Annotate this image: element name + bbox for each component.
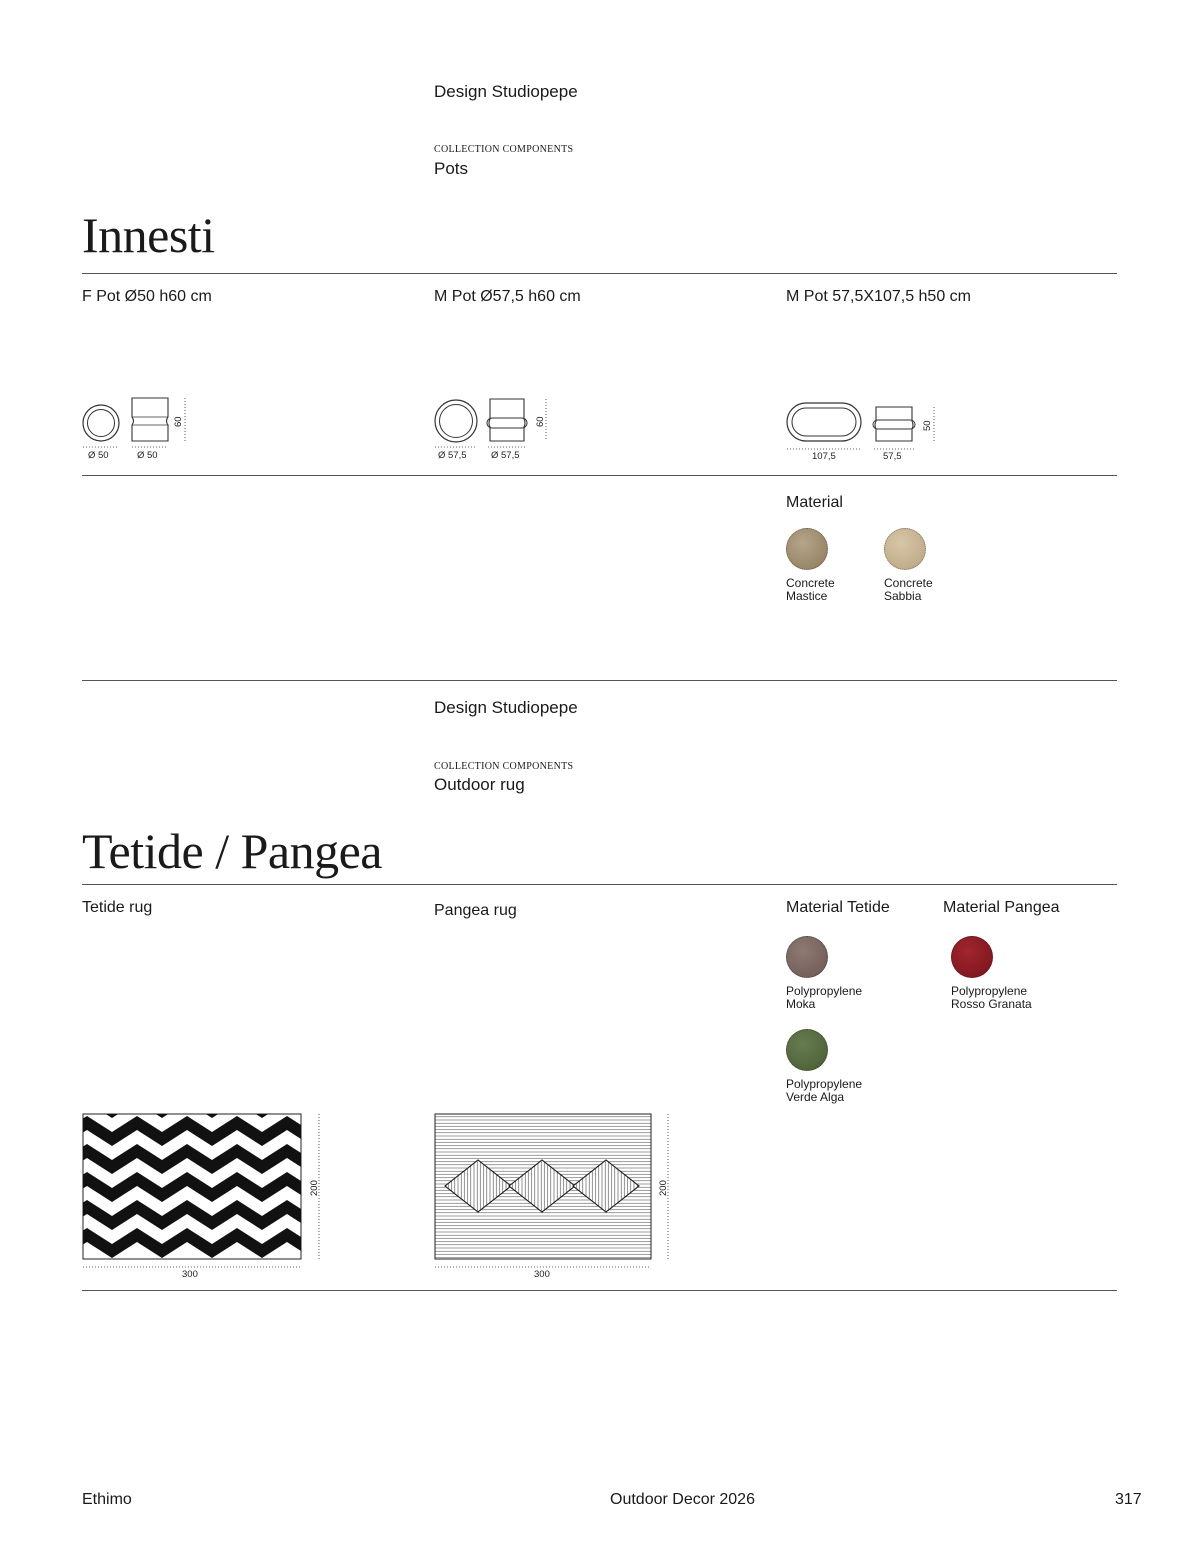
footer-brand: Ethimo (82, 1491, 132, 1508)
innesti-title-rule (82, 273, 1117, 274)
swatch-concrete-mastice-line1: Concrete (786, 576, 835, 590)
swatch-polypropylene-moka (786, 936, 828, 978)
f-pot-drawing (80, 395, 200, 465)
tetide-components-label: COLLECTION COMPONENTS (434, 761, 574, 772)
product-f-pot-name: F Pot Ø50 h60 cm (82, 288, 212, 305)
m-pot-oval-dim-height: 50 (922, 420, 933, 431)
m-pot-oval-dim-side: 57,5 (883, 451, 902, 462)
pangea-rug-width: 300 (534, 1269, 550, 1280)
pangea-rug-drawing (434, 1112, 684, 1282)
swatch-moka-line2: Moka (786, 997, 816, 1011)
swatch-verde-alga-line1: Polypropylene (786, 1077, 863, 1091)
innesti-products-rule (82, 475, 1117, 476)
swatch-concrete-mastice-label (786, 577, 835, 603)
material-pangea-title: Material Pangea (943, 899, 1060, 916)
f-pot-dim-height: 60 (173, 416, 184, 427)
swatch-polypropylene-verde-alga (786, 1029, 828, 1071)
m-pot-round-dim-top: Ø 57,5 (438, 450, 467, 461)
tetide-designer: Design Studiopepe (434, 698, 578, 717)
section-divider-rule (82, 680, 1117, 681)
tetide-rug-width: 300 (182, 1269, 198, 1280)
footer-catalog: Outdoor Decor 2026 (610, 1491, 755, 1508)
swatch-polypropylene-moka-label (786, 985, 862, 1011)
material-tetide-title: Material Tetide (786, 899, 890, 916)
f-pot-dim-top: Ø 50 (88, 450, 109, 461)
footer-page-number: 317 (1115, 1491, 1142, 1508)
swatch-concrete-sabbia-line1: Concrete (884, 576, 933, 590)
swatch-concrete-mastice (786, 528, 828, 570)
swatch-polypropylene-rosso-granata (951, 936, 993, 978)
m-pot-round-drawing (432, 395, 562, 465)
tetide-components: Outdoor rug (434, 775, 525, 794)
innesti-components-label: COLLECTION COMPONENTS (434, 144, 574, 155)
innesti-components: Pots (434, 159, 469, 178)
swatch-rosso-granata-line2: Rosso Granata (951, 997, 1032, 1011)
tetide-rug-drawing (82, 1112, 332, 1282)
product-m-pot-oval-name: M Pot 57,5X107,5 h50 cm (786, 288, 971, 305)
tetide-title: Tetide / Pangea (82, 823, 382, 879)
product-m-pot-round-name: M Pot Ø57,5 h60 cm (434, 288, 581, 305)
swatch-polypropylene-rosso-granata-label (951, 985, 1032, 1011)
tetide-title-rule (82, 884, 1117, 885)
m-pot-oval-dim-top: 107,5 (812, 451, 836, 462)
m-pot-round-dim-height: 60 (535, 416, 546, 427)
product-pangea-rug-name: Pangea rug (434, 902, 517, 919)
tetide-products-rule (82, 1290, 1117, 1291)
innesti-material-title: Material (786, 494, 843, 511)
swatch-polypropylene-verde-alga-label (786, 1078, 862, 1104)
swatch-concrete-sabbia-line2: Sabbia (884, 589, 922, 603)
swatch-concrete-sabbia-label (884, 577, 933, 603)
m-pot-round-dim-side: Ø 57,5 (491, 450, 520, 461)
swatch-verde-alga-line2: Verde Alga (786, 1090, 845, 1104)
f-pot-dim-side: Ø 50 (137, 450, 158, 461)
swatch-rosso-granata-line1: Polypropylene (951, 984, 1028, 998)
innesti-designer: Design Studiopepe (434, 82, 578, 101)
product-tetide-rug-name: Tetide rug (82, 899, 153, 916)
swatch-moka-line1: Polypropylene (786, 984, 863, 998)
m-pot-oval-drawing (784, 395, 944, 465)
swatch-concrete-sabbia (884, 528, 926, 570)
pangea-rug-height: 200 (658, 1180, 669, 1196)
innesti-title: Innesti (82, 207, 215, 263)
tetide-rug-height: 200 (309, 1180, 320, 1196)
swatch-concrete-mastice-line2: Mastice (786, 589, 828, 603)
